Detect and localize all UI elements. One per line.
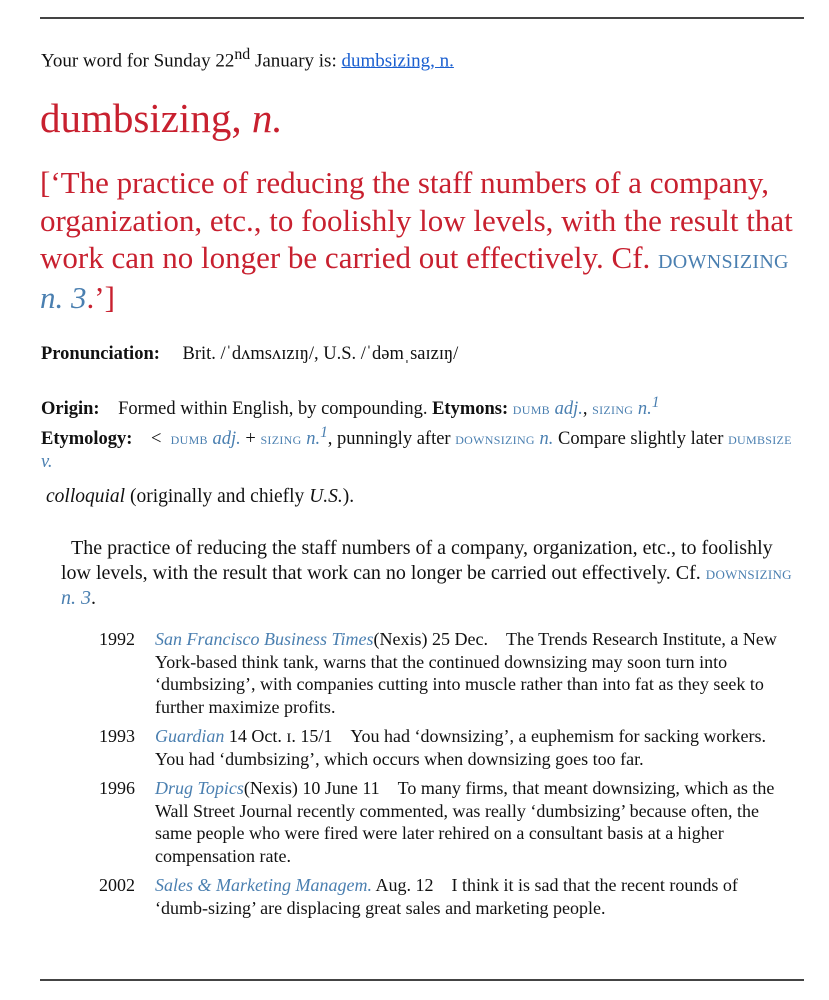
quotation-source[interactable]: Drug Topics [155,778,244,798]
intro-middle: January is: [250,50,342,72]
origin-line: Origin: Formed within English, by compounding. Etymons: dumb adj., sizing n.$^1$ [41,394,660,420]
sense-xref-pos: n. 3 [61,587,91,609]
etymology-line [41,421,801,474]
quotation-ref: 14 Oct. ɪ. 15/1 [224,726,333,746]
etymology-plus: + [245,429,256,450]
quotation-source[interactable]: Sales & Marketing Managem. [155,875,372,895]
pronunciation-label: Pronunciation: [41,344,160,364]
quotation-list [99,628,789,926]
intro-date-suffix: nd [234,46,251,63]
usage-region: U.S. [309,486,343,507]
sense-text: The practice of reducing the staff numbers of a company, organization, etc., to foolishly low levels, with the result that work can no longer be carried out effectively. Cf. [61,537,773,584]
quotation-source[interactable]: Guardian [155,726,225,746]
quotation-year: 1996 [99,778,135,798]
quotation-source[interactable]: San Francisco Business Times [155,629,374,649]
gloss-text: [‘The practice of reducing the staff numbers of a company, organization, etc., to foolishly low levels, with the result that work can no longer be carried out effectively. Cf. [40,165,793,275]
etymology-dumb-pos: adj. [212,429,241,450]
quotation-text: You had ‘downsizing’, a euphemism for sacking workers. You had ‘dumbsizing’, which occurs when downsizing goes too far. [155,726,766,769]
usage-register: colloquial [46,486,126,507]
gloss-end: .’] [86,279,115,315]
quotation-year: 1993 [99,726,135,746]
quotation-year: 2002 [99,875,135,895]
etymon-sizing-sup: 1 [651,394,660,411]
etymons-label: Etymons: [432,399,509,420]
quotation-item [99,725,789,770]
quotation-ref: (Nexis) 25 Dec. [373,629,488,649]
usage-paren-open: (originally and chiefly [129,486,310,507]
headword-text: dumbsizing, [40,95,242,141]
etymology-downsizing-pos: n. [539,429,554,450]
origin-text: Formed within English, by compounding. [118,399,428,420]
etymology-compare: Compare slightly later [558,429,724,450]
etymology-derived-sign: < [150,429,162,450]
quotation-text: To many firms, that meant downsizing, which as the Wall Street Journal recently commented, was really ‘dumbsizing’ because often, the same people who were fired were later rehired on a consultant basis at a higher compensation rate. [155,778,775,866]
pronunciation [41,344,458,365]
etymology-mid: , punningly after [327,429,451,450]
gloss-xref-pos: n. 3 [40,279,87,315]
quotation-ref: (Nexis) 10 June 11 [243,778,380,798]
usage-paren-close: ). [342,486,355,507]
intro-prefix: Your word for Sunday 22 [41,50,235,72]
etymology-sizing-pos: n. [306,429,321,450]
bottom-rule [40,979,804,981]
etymon-dumb-pos: adj. [554,399,583,420]
quotation-item [99,777,789,867]
sense-xref-downsizing[interactable]: downsizing [705,563,792,583]
quotation-text: I think it is sad that the recent rounds of ‘dumb-sizing’ are displacing great sales and marketing people. [155,875,738,918]
etymon-dumb-link[interactable]: dumb [512,399,550,419]
quotation-text: The Trends Research Institute, a New York-based think tank, warns that the continued downsizing may soon turn into ‘dumbsizing’, with companies cutting into muscle rather than into fat as they seek to further maximize profits. [155,629,777,717]
etymology-dumbsize-link[interactable]: dumbsize [728,429,792,449]
headword-link[interactable]: dumbsizing, n. [341,50,454,72]
quotation-ref: Aug. 12 [371,875,434,895]
etymology-sizing-sup: 1 [320,424,328,442]
top-rule [40,17,804,19]
quotation-item [99,628,789,718]
gloss-xref-downsizing[interactable]: downsizing [658,244,789,275]
sense-end: . [91,587,96,609]
etymology-dumb-link[interactable]: dumb [170,429,208,449]
etymon-sizing-pos: n. [637,399,652,420]
etymon-sizing-link[interactable]: sizing [592,399,634,419]
word-of-day-intro [41,46,454,72]
headword-pos: n. [251,95,283,141]
etymology-downsizing-link[interactable]: downsizing [455,429,535,449]
quotation-year: 1992 [99,629,135,649]
etymology-sizing-link[interactable]: sizing [260,429,302,449]
origin-block [41,391,801,474]
pronunciation-text: Brit. /ˈdʌmsʌɪzɪŋ/, U.S. /ˈdəmˌsaɪzɪŋ/ [182,344,459,364]
etymology-label: Etymology: [41,429,133,450]
gloss-definition [40,164,810,316]
usage-label [46,486,354,508]
etymology-dumbsize-pos: v. [41,452,53,473]
headword [40,92,283,144]
origin-label: Origin: [41,399,100,420]
quotation-item [99,874,789,919]
sense-definition [61,536,801,611]
